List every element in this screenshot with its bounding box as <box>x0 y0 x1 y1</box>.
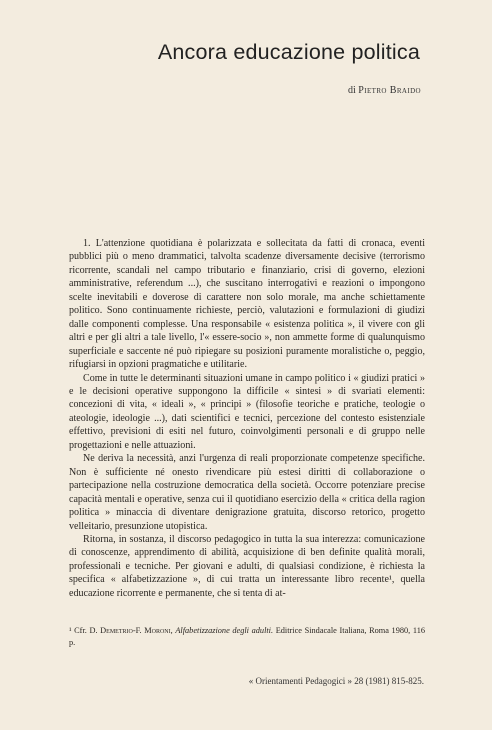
paragraph-3: Ne deriva la necessità, anzi l'urgenza di reali proporzionate competenze specifiche. Non è sufficiente né onesto rivendicare più estesi diritti di collaborazione o partecipazione nella costruzione democratica della società. Occorre potenziare precise capacità mentali e operative, senza cui il quotidiano esercizio della « critica della ragion politica » minaccia di diventare denigrazione gratuita, discorso retorico, progetto velleitario, presunzione utopistica. <box>69 453 425 532</box>
paragraph-4: Ritorna, in sostanza, il discorso pedagogico in tutta la sua interezza: comunicazione di conoscenze, apprendimento di abilità, acquisizione di ben definite qualità morali, professionali e tecniche. Per giovani e adulti, di qualsiasi condizione, è richiesta la specifica « alfabetizzazione », di cui tratta un interessante libro recente¹, quella educazione ricorrente e permanente, che si tenta di at- <box>69 533 425 599</box>
byline <box>200 85 421 96</box>
paragraph-1: 1. L'attenzione quotidiana è polarizzata e sollecitata da fatti di cronaca, eventi pubblici più o meno drammatici, talvolta scadenze diversamente decisive (terrorismo ricorrente, scandali nel campo tributario e finanziario, crisi di governo, elezioni amministrative, referendum ...), che suscitano interrogativi e reazioni o impongono scelte inevitabili e doverose di carattere non solo morale, ma anche schiettamente politico. Sono continuamente richieste, perciò, valutazioni e formulazioni di giudizi dalle componenti complesse. Una responsabile « esistenza politica », il vivere con gli altri e per gli altri a tale livello, l'« essere-socio », non ammette forme di qualunquismo superficiale e saccente né può ripiegare su posizioni puramente moralistiche o, peggio, rifugiarsi in opzioni pragmatiche e utilitarie. <box>69 238 425 371</box>
footnote-book-title: Alfabetizzazione degli adulti. <box>175 626 274 635</box>
footnote-authors: D. Demetrio-F. Moroni, <box>89 626 173 635</box>
footnote-marker: ¹ <box>69 626 72 635</box>
author-name: Pietro Braido <box>358 85 421 96</box>
footnote-lead: Cfr. <box>74 626 87 635</box>
footnote-publisher: Editrice Sindacale Italiana, Roma 1980, 116 p. <box>69 626 425 647</box>
article-body <box>69 237 425 600</box>
footnote <box>69 625 425 649</box>
journal-reference: « Orientamenti Pedagogici » 28 (1981) 815-825. <box>248 676 424 686</box>
article-title: Ancora educazione politica <box>157 40 420 64</box>
paragraph-2: Come in tutte le determinanti situazioni umane in campo politico i « giudizi pratici » e le decisioni operative suppongono la difficile « sintesi » di svariati elementi: concezioni di vita, « ideali », « principi » (filosofie teoriche e pratiche, teologie o ateologie, ideologie ...), dati scientifici e tecnici, percezione del contesto esistenziale effettivo, previsioni di esiti nel futuro, coinvolgimenti personali e di gruppo nelle progettazioni e nelle attuazioni. <box>69 372 425 451</box>
byline-prefix: di <box>348 85 356 96</box>
